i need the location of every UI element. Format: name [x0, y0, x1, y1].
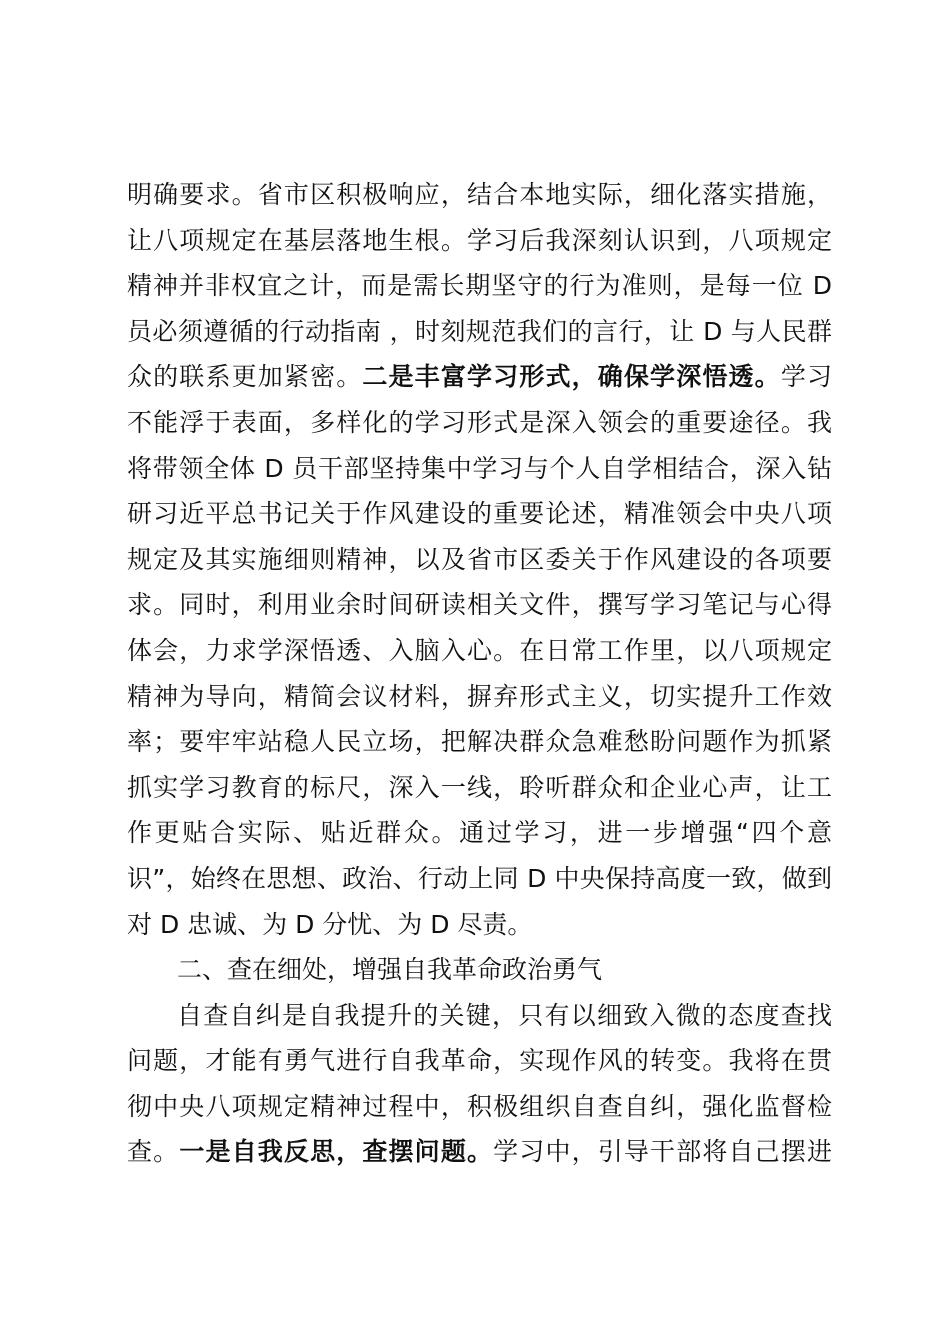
text-line: 精神为导向，精简会议材料，摒弃形式主义，切实提升工作效	[127, 681, 832, 711]
text-line: 体会，力求学深悟透、入脑入心。在日常工作里，以八项规定	[127, 635, 832, 665]
text-line: 规定及其实施细则精神，以及省市区委关于作风建设的各项要	[127, 544, 832, 574]
text-line: 研习近平总书记关于作风建设的重要论述，精准领会中央八项	[127, 499, 832, 529]
text-span: 众的联系更加紧密。	[127, 362, 363, 392]
text-line: 让八项规定在基层落地生根。学习后我深刻认识到，八项规定	[127, 225, 832, 255]
text-line: 识”，始终在思想、政治、行动上同 D 中央保持高度一致，做到	[127, 863, 832, 893]
text-line	[127, 1129, 832, 1175]
text-line: 精神并非权宜之计，而是需长期坚守的行为准则，是每一位 D	[127, 271, 832, 301]
text-line: 问题，才能有勇气进行自我革命，实现作风的转变。我将在贯	[127, 1046, 832, 1076]
text-line: 自查自纠是自我提升的关键，只有以细致入微的态度查找	[177, 1000, 832, 1030]
text-line: 求。同时，利用业余时间研读相关文件，撰写学习笔记与心得	[127, 590, 832, 620]
text-line: 将带领全体 D 员干部坚持集中学习与个人自学相结合，深入钻	[127, 453, 832, 483]
text-line: 员必须遵循的行动指南 ，时刻规范我们的言行，让 D 与人民群	[127, 316, 832, 346]
text-line	[127, 354, 832, 400]
bold-subheading: 一是自我反思，查摆问题。	[179, 1137, 494, 1167]
text-line: 作更贴合实际、贴近群众。通过学习，进一步增强“四个意	[127, 818, 832, 848]
text-span: 学习	[780, 362, 832, 392]
text-line: 不能浮于表面，多样化的学习形式是深入领会的重要途径。我	[127, 407, 832, 437]
text-span: 学习中，引导干部将自己摆进	[493, 1137, 832, 1167]
document-body	[127, 172, 832, 1175]
text-span: 查。	[127, 1137, 180, 1167]
bold-subheading: 二是丰富学习形式，确保学深悟透。	[362, 362, 781, 392]
text-line: 率；要牢牢站稳人民立场，把解决群众急难愁盼问题作为抓紧	[127, 727, 832, 757]
section-heading: 二、查在细处，增强自我革命政治勇气	[177, 955, 603, 985]
text-line: 对 D 忠诚、为 D 分忧、为 D 尽责。	[127, 909, 533, 939]
text-line: 彻中央八项规定精神过程中，积极组织自查自纠，强化监督检	[127, 1091, 832, 1121]
text-line: 抓实学习教育的标尺，深入一线，聆听群众和企业心声，让工	[127, 772, 832, 802]
text-line: 明确要求。省市区积极响应，结合本地实际，细化落实措施，	[127, 180, 832, 209]
